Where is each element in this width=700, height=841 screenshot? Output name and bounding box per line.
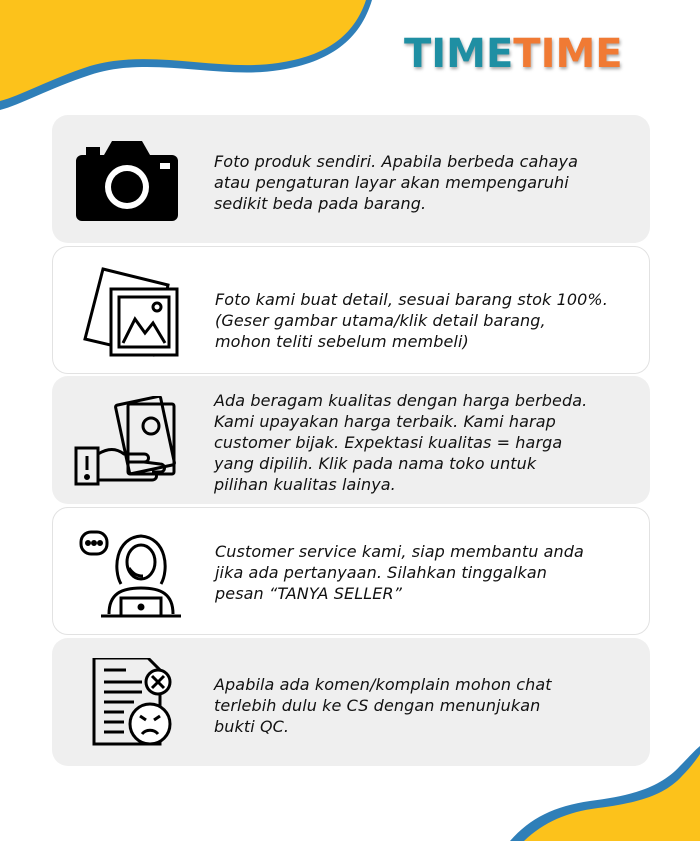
photo-frame-icon (73, 267, 183, 357)
complaint-document-icon (72, 658, 182, 748)
logo-text-part1: TIME (404, 31, 514, 77)
info-card-complaint (52, 638, 650, 766)
info-card-quality-price (52, 376, 650, 504)
money-hand-icon (72, 396, 182, 486)
camera-icon (72, 135, 182, 225)
card-text: Ada beragam kualitas dengan harga berbeda. Kami upayakan harga terbaik. Kami harap customer bijak. Expektasi kualitas = harga yang dipilih. Klik pada nama toko untuk pilihan kualitas lainya. (214, 391, 588, 494)
card-text: Foto kami buat detail, sesuai barang stok 100%. (Geser gambar utama/klik detail barang, mohon teliti sebelum membeli) (215, 290, 608, 351)
card-text: Customer service kami, siap membantu anda jika ada pertanyaan. Silahkan tinggalkan pesan “TANYA SELLER” (215, 542, 584, 603)
info-card-detail-photo (52, 246, 650, 374)
customer-service-icon (73, 528, 183, 618)
card-text: Apabila ada komen/komplain mohon chat terlebih dulu ke CS dengan menunjukan bukti QC. (214, 675, 552, 736)
info-card-photo-own (52, 115, 650, 243)
logo-text-part2: TIME (513, 31, 623, 77)
info-card-customer-service (52, 507, 650, 635)
card-text: Foto produk sendiri. Apabila berbeda cahaya atau pengaturan layar akan mempengaruhi sedikit beda pada barang. (214, 152, 579, 213)
top-wave-decoration (0, 0, 380, 115)
brand-logo (404, 31, 623, 77)
